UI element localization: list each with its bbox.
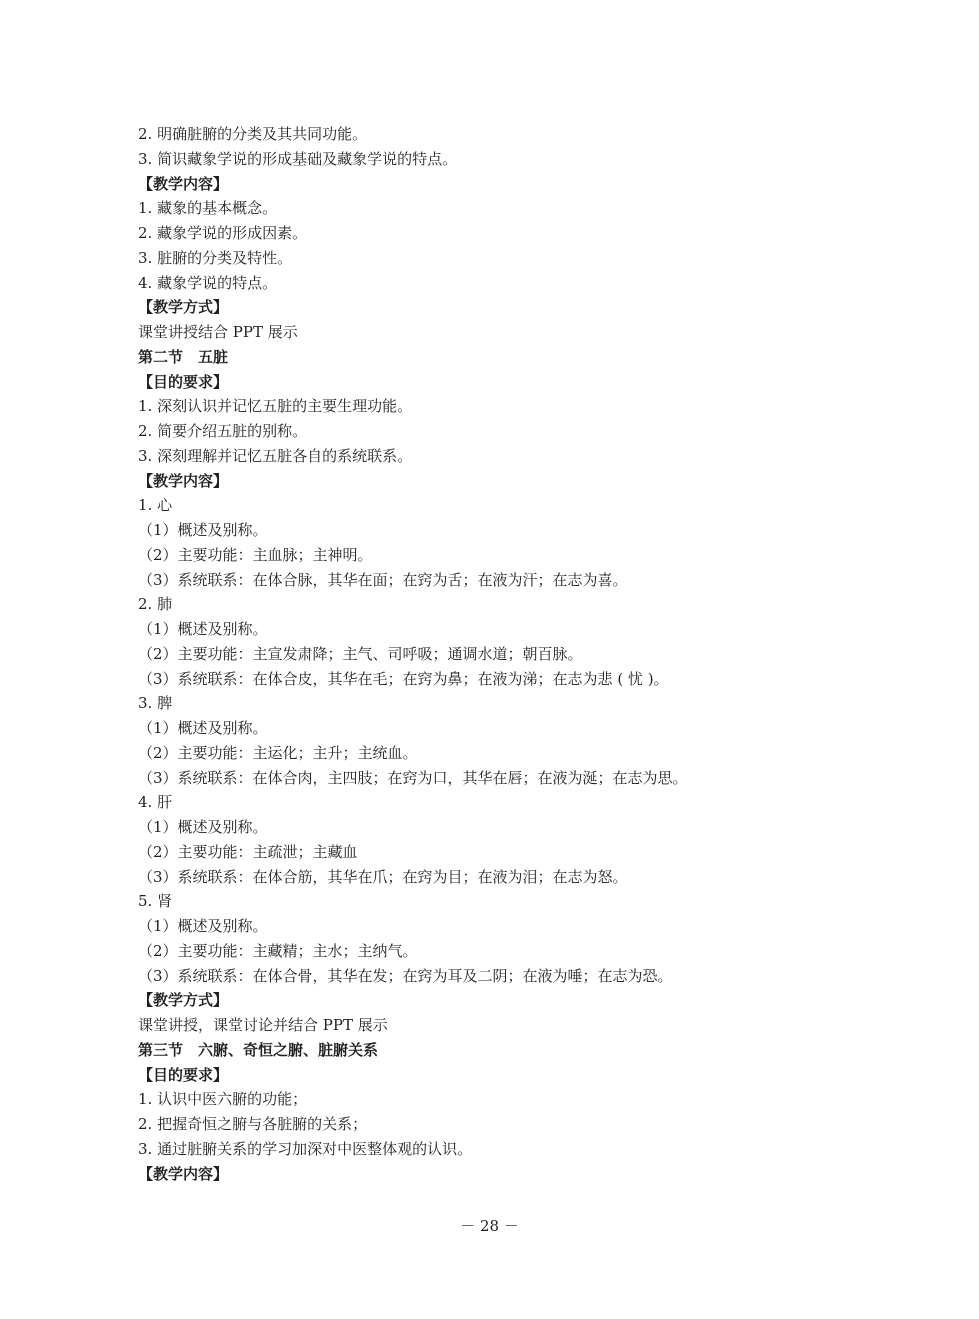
text-line: （2）主要功能：主运化；主升；主统血。 — [138, 743, 418, 762]
text-line: 1. 认识中医六腑的功能； — [138, 1090, 308, 1109]
text-line: 3. 脾 — [138, 694, 173, 713]
text-line: 课堂讲授结合 PPT 展示 — [138, 323, 298, 341]
text-line: 3. 脏腑的分类及特性。 — [138, 248, 293, 267]
text-line: （1）概述及别称。 — [138, 521, 268, 539]
section-heading: 【目的要求】 — [138, 372, 229, 391]
text-line: （1）概述及别称。 — [138, 620, 268, 638]
section-heading: 【教学内容】 — [138, 471, 229, 490]
section-heading: 【教学内容】 — [138, 1164, 229, 1183]
section-heading: 第二节 五脏 — [138, 347, 229, 366]
text-line: 3. 通过脏腑关系的学习加深对中医整体观的认识。 — [138, 1139, 473, 1158]
section-heading: 【教学方式】 — [138, 991, 229, 1010]
text-line: （3）系统联系：在体合脉，其华在面；在窍为舌；在液为汗；在志为喜。 — [138, 570, 628, 589]
text-line: （2）主要功能：主血脉；主神明。 — [138, 545, 373, 564]
text-line: （3）系统联系：在体合筋，其华在爪；在窍为目；在液为泪；在志为怒。 — [138, 867, 628, 886]
text-line: 2. 简要介绍五脏的别称。 — [138, 422, 308, 440]
text-line: 1. 心 — [138, 496, 173, 515]
page-number: － 28 － — [460, 1217, 519, 1235]
text-line: （2）主要功能：主藏精；主水；主纳气。 — [138, 941, 418, 960]
text-line: 2. 肺 — [138, 595, 173, 614]
text-line: 1. 深刻认识并记忆五脏的主要生理功能。 — [138, 397, 413, 416]
text-line: 3. 简识藏象学说的形成基础及藏象学说的特点。 — [138, 149, 458, 168]
text-line: （3）系统联系：在体合肉，主四肢；在窍为口，其华在唇；在液为涎；在志为思。 — [138, 768, 688, 787]
text-line: （3）系统联系：在体合皮，其华在毛；在窍为鼻；在液为涕；在志为悲 ( 忧 )。 — [138, 669, 669, 688]
section-heading: 【教学方式】 — [138, 298, 229, 317]
text-line: 4. 肝 — [138, 793, 173, 812]
section-heading: 【目的要求】 — [138, 1065, 229, 1084]
text-line: 5. 肾 — [138, 892, 173, 911]
text-line: 课堂讲授，课堂讨论并结合 PPT 展示 — [138, 1016, 388, 1034]
text-line: （1）概述及别称。 — [138, 917, 268, 935]
section-heading: 第三节 六腑、奇恒之腑、脏腑关系 — [138, 1040, 379, 1059]
text-line: （1）概述及别称。 — [138, 719, 268, 737]
text-line: 3. 深刻理解并记忆五脏各自的系统联系。 — [138, 446, 413, 465]
text-line: 1. 藏象的基本概念。 — [138, 199, 278, 218]
text-line: 2. 藏象学说的形成因素。 — [138, 224, 308, 242]
text-line: 4. 藏象学说的特点。 — [138, 273, 278, 292]
text-line: （2）主要功能：主宣发肃降；主气、司呼吸；通调水道；朝百脉。 — [138, 644, 583, 663]
section-heading: 【教学内容】 — [138, 174, 229, 193]
text-line: 2. 把握奇恒之腑与各脏腑的关系； — [138, 1115, 368, 1133]
text-line: （2）主要功能：主疏泄；主藏血 — [138, 842, 358, 861]
document-body — [138, 122, 858, 1186]
text-line: 2. 明确脏腑的分类及其共同功能。 — [138, 125, 368, 143]
text-line: （3）系统联系：在体合骨，其华在发；在窍为耳及二阴；在液为唾；在志为恐。 — [138, 966, 673, 985]
text-line: （1）概述及别称。 — [138, 818, 268, 836]
